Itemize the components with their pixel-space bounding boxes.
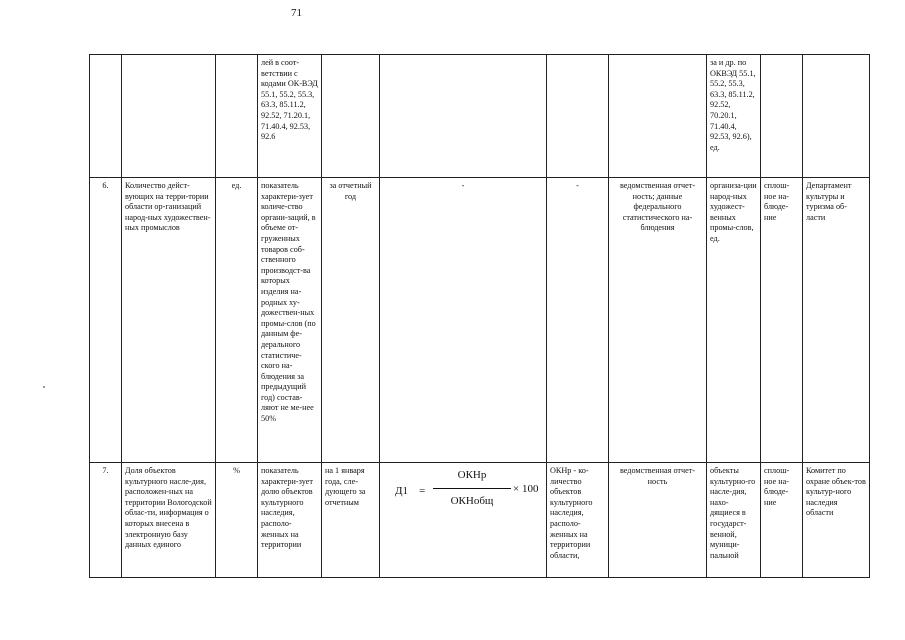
- period-cell: на 1 января года, сле-дующего за отчетным: [322, 463, 380, 578]
- object-cell: за и др. по ОКВЭД 55.1, 55.2, 55.3, 63.3, 85.11.2, 92.52, 70.20.1, 71.40.4, 92.53, 92.6), ед.: [707, 55, 761, 178]
- responsible-cell: Департамент культуры и туризма об-ласти: [803, 178, 870, 463]
- notation-cell: ОКНр - ко-личество объектов культурного наследия, располо-женных на территории области,: [547, 463, 609, 578]
- source-cell: ведомственная отчет-ность: [609, 463, 707, 578]
- period-cell: [322, 55, 380, 178]
- formula-cell: [380, 463, 547, 578]
- indicator-name: [122, 55, 216, 178]
- formula: [383, 466, 543, 526]
- notation-cell: -: [547, 178, 609, 463]
- table-row: [90, 178, 870, 463]
- formula-equals: =: [419, 485, 426, 497]
- indicator-name: Количество дейст-вующих на терри-тории области ор-ганизаций народ-ных художествен-ных промыслов: [122, 178, 216, 463]
- row-number: 7.: [90, 463, 122, 578]
- method-cell: сплош-ное на-блюде-ние: [761, 178, 803, 463]
- definition-cell: показатель характери-зует количе-ство органи-заций, в объеме от-груженных товаров соб-ственного производст-ва которых изделия на-родных ху-дожествен-ных промы-слов (по данным фе-дерального статистиче-ского на-блюдения за предыдущий год) состав-ляют не ме-нее 50%: [258, 178, 322, 463]
- formula-numerator: ОКНр: [457, 469, 487, 481]
- responsible-cell: Комитет по охране объек-тов культур-ного наследия области: [803, 463, 870, 578]
- notation-cell: [547, 55, 609, 178]
- formula-cell: [380, 55, 547, 178]
- formula-multiplier: × 100: [513, 483, 539, 495]
- unit-cell: %: [216, 463, 258, 578]
- row-number: [90, 55, 122, 178]
- definition-cell: показатель характери-зует долю объектов культурного наследия, располо-женных на территории: [258, 463, 322, 578]
- method-cell: сплош-ное на-блюде-ние: [761, 463, 803, 578]
- unit-cell: ед.: [216, 178, 258, 463]
- source-cell: [609, 55, 707, 178]
- formula-denominator: ОКНобщ: [450, 495, 494, 507]
- period-cell: за отчетный год: [322, 178, 380, 463]
- object-cell: объекты культурно-го насле-дия, нахо-дящиеся в государст-венной, муници-пальной: [707, 463, 761, 578]
- responsible-cell: [803, 55, 870, 178]
- fraction-bar: [433, 488, 511, 489]
- table-row: [90, 55, 870, 178]
- definition-cell: лей в соот-ветствии с кодами ОК-ВЭД 55.1, 55.2, 55.3, 63.3, 85.11.2, 92.52, 71.20.1, 71.40.4, 92.53, 92.6: [258, 55, 322, 178]
- formula-lhs: Д1: [395, 485, 409, 497]
- indicator-name: Доля объектов культурного насле-дия, расположен-ных на территории Вологодской облас-ти, информация о которых внесена в электронную базу данных единого: [122, 463, 216, 578]
- method-cell: [761, 55, 803, 178]
- object-cell: организа-ции народ-ных художест-венных промы-слов, ед.: [707, 178, 761, 463]
- row-number: 6.: [90, 178, 122, 463]
- unit-cell: [216, 55, 258, 178]
- formula-cell: -: [380, 178, 547, 463]
- table-row: [90, 463, 870, 578]
- source-cell: ведомственная отчет-ность; данные федерального статистического на-блюдения: [609, 178, 707, 463]
- page-number: 71: [291, 7, 302, 19]
- scan-speck: [43, 386, 45, 388]
- indicators-table: [89, 54, 870, 578]
